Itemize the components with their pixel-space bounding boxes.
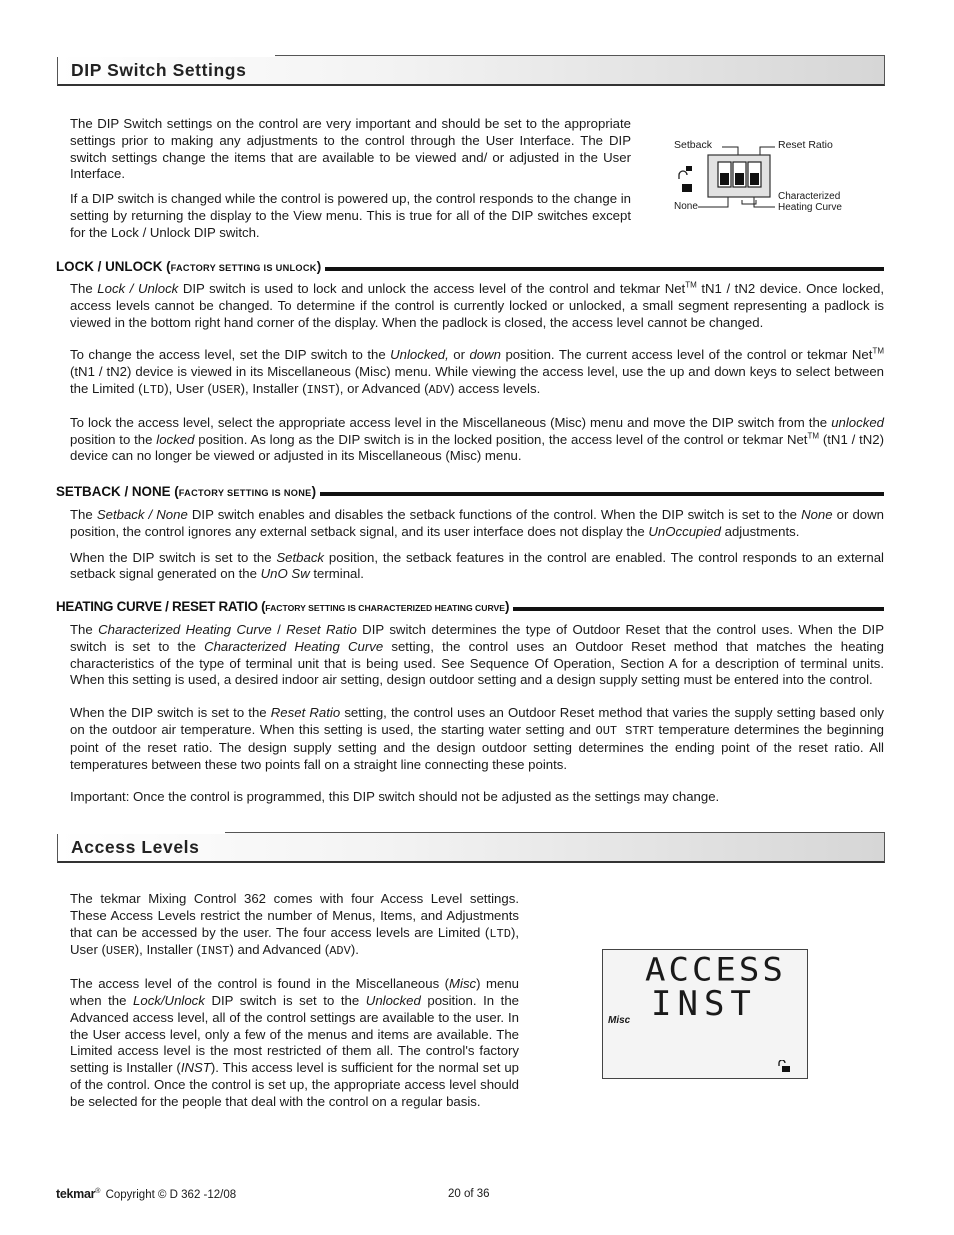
lock-section-text (70, 281, 884, 465)
heading-rule (320, 492, 884, 496)
subheading-text: HEATING CURVE / RESET RATIO ( (56, 599, 266, 615)
lock-paragraph-3: To lock the access level, select the appropriate access level in the Miscellaneous (Misc) menu and move the DIP switch from the unlocked position to the locked position. As long as the DIP switch is in the locked position, the access level of the control or tekmar Net™ (tN1 / tN2) device can no longer be viewed or adjusted in its Miscellaneous (Misc) menu. (70, 414, 885, 464)
label-heating-curve: Heating Curve (778, 202, 842, 213)
section-title: DIP Switch Settings (71, 60, 247, 80)
label-setback: Setback (674, 139, 712, 151)
access-paragraph-1: The tekmar Mixing Control 362 comes with four Access Level settings. These Access Levels restrict the number of Menus, Items, and Adjustments that can be accessed by the user. The four access levels are Limited (LTD), User (USER), Installer (INST) and Advanced (ADV). (70, 891, 519, 959)
setback-paragraph-2: When the DIP switch is set to the Setback position, the setback features in the control are enabled. The control responds to an external setback signal generated on the UnO Sw terminal. (70, 549, 884, 582)
factory-setting: FACTORY SETTING IS UNLOCK (170, 263, 317, 274)
subheading-setback-none (56, 485, 884, 501)
page-number: 20 of 36 (448, 1188, 490, 1200)
subheading-close: ) (505, 599, 510, 615)
heading-rule (325, 267, 884, 271)
subheading-lock-unlock (56, 260, 884, 276)
subheading-heating-curve (56, 600, 884, 616)
curve-paragraph-3: Important: Once the control is programmed, this DIP switch should not be adjusted as the settings may change. (70, 789, 720, 805)
factory-setting: FACTORY SETTING IS NONE (178, 488, 312, 499)
footer: tekmar® Copyright © D 362 -12/08 (56, 1187, 237, 1201)
label-reset-ratio: Reset Ratio (778, 139, 833, 151)
heading-rule (513, 607, 884, 611)
section-title: Access Levels (71, 837, 200, 857)
intro-paragraph: If a DIP switch is changed while the control is powered up, the control responds to the change in setting by returning the display to the View menu. This is true for all of the DIP switches except for the Lock / Unlock DIP switch. (70, 191, 631, 240)
section-banner-access-levels (57, 832, 885, 863)
subheading-text: LOCK / UNLOCK ( (56, 259, 171, 275)
lcd-display (602, 949, 808, 1079)
label-none: None (674, 201, 698, 212)
curve-paragraph-1: The Characterized Heating Curve / Reset Ratio DIP switch determines the type of Outdoor Reset that the control uses. When the DIP switch is set to the Characterized Heating Curve setting, the control uses an Outdoor Reset method that matches the heating characteristics of the type of terminal unit that is being used. See Sequence Of Operation, Section A for a description of terminal units. When this setting is used, a desired indoor air setting, design outdoor setting and a design supply setting must be entered into the control. (70, 622, 884, 688)
unlocked-padlock-icon (777, 1060, 791, 1077)
lock-paragraph-2: To change the access level, set the DIP switch to the Unlocked, or down position. The current access level of the control or tekmar Net™ (tN1 / tN2) device is viewed in its Miscellaneous (Misc) menu. While viewing the access level, use the up and down keys to select between the Limited (LTD), User (USER), Installer (INST), or Advanced (ADV) access levels. (70, 347, 884, 397)
lock-paragraph-1: The Lock / Unlock DIP switch is used to lock and unlock the access level of the control and tekmar Net™ tN1 / tN2 device. Once locked, access levels cannot be changed. To determine if the control is currently locked or unlocked, a small segment representing a padlock is viewed in the bottom right hand corner of the display. When the padlock is closed, the access level cannot be changed. (70, 280, 884, 330)
intro-paragraph: The DIP Switch settings on the control are very important and should be set to the appropriate settings prior to making any adjustments to the control through the User Interface. The DIP switch settings change the items that are available to be viewed and/ or adjusted in the User Interface. (70, 116, 631, 182)
lcd-menu-misc: Misc (608, 1015, 631, 1026)
intro-text (70, 116, 631, 242)
subheading-close: ) (316, 259, 322, 275)
curve-section-text (70, 622, 884, 806)
brand-logo: tekmar (56, 1187, 96, 1201)
lcd-line-inst: INST (651, 984, 757, 1024)
setback-section-text (70, 507, 884, 583)
subheading-text: SETBACK / NONE ( (56, 484, 179, 500)
label-characterized: Characterized (778, 191, 841, 202)
factory-setting: FACTORY SETTING IS CHARACTERIZED HEATING CURVE (265, 603, 505, 614)
lcd-line-access: ACCESS (645, 951, 786, 989)
access-section-text (70, 891, 519, 1111)
dip-switch-diagram (672, 135, 852, 215)
curve-paragraph-2: When the DIP switch is set to the Reset Ratio setting, the control uses an Outdoor Reset method that varies the supply setting based only on the outdoor air temperature. When this setting is used, the starting water setting and OUT STRT temperature determines the beginning point of the reset ratio. The design supply setting and the design outdoor setting determines the ending point of the reset ratio. All temperatures between these two points fall on a straight line connecting these points. (70, 705, 885, 772)
copyright: Copyright © D 362 -12/08 (105, 1189, 237, 1201)
section-banner-dip-switch (57, 55, 885, 86)
subheading-close: ) (311, 484, 317, 500)
setback-paragraph-1: The Setback / None DIP switch enables and disables the setback functions of the control. When the DIP switch is set to the None or down position, the control ignores any external setback signal, and its user interface does not display the UnOccupied adjustments. (70, 507, 884, 539)
access-paragraph-2: The access level of the control is found in the Miscellaneous (Misc) menu when the Lock/Unlock DIP switch is set to the Unlocked position. In the Advanced access level, all of the control settings are available to the user. In the User access level, only a few of the menus and items are available. The Limited access level is the most restricted of them all. The control's factory setting is Installer (INST). This access level is sufficient for the normal set up of the control. Once the control is set up, the appropriate access level should be selected for the people that deal with the control on a regular basis. (70, 976, 519, 1109)
